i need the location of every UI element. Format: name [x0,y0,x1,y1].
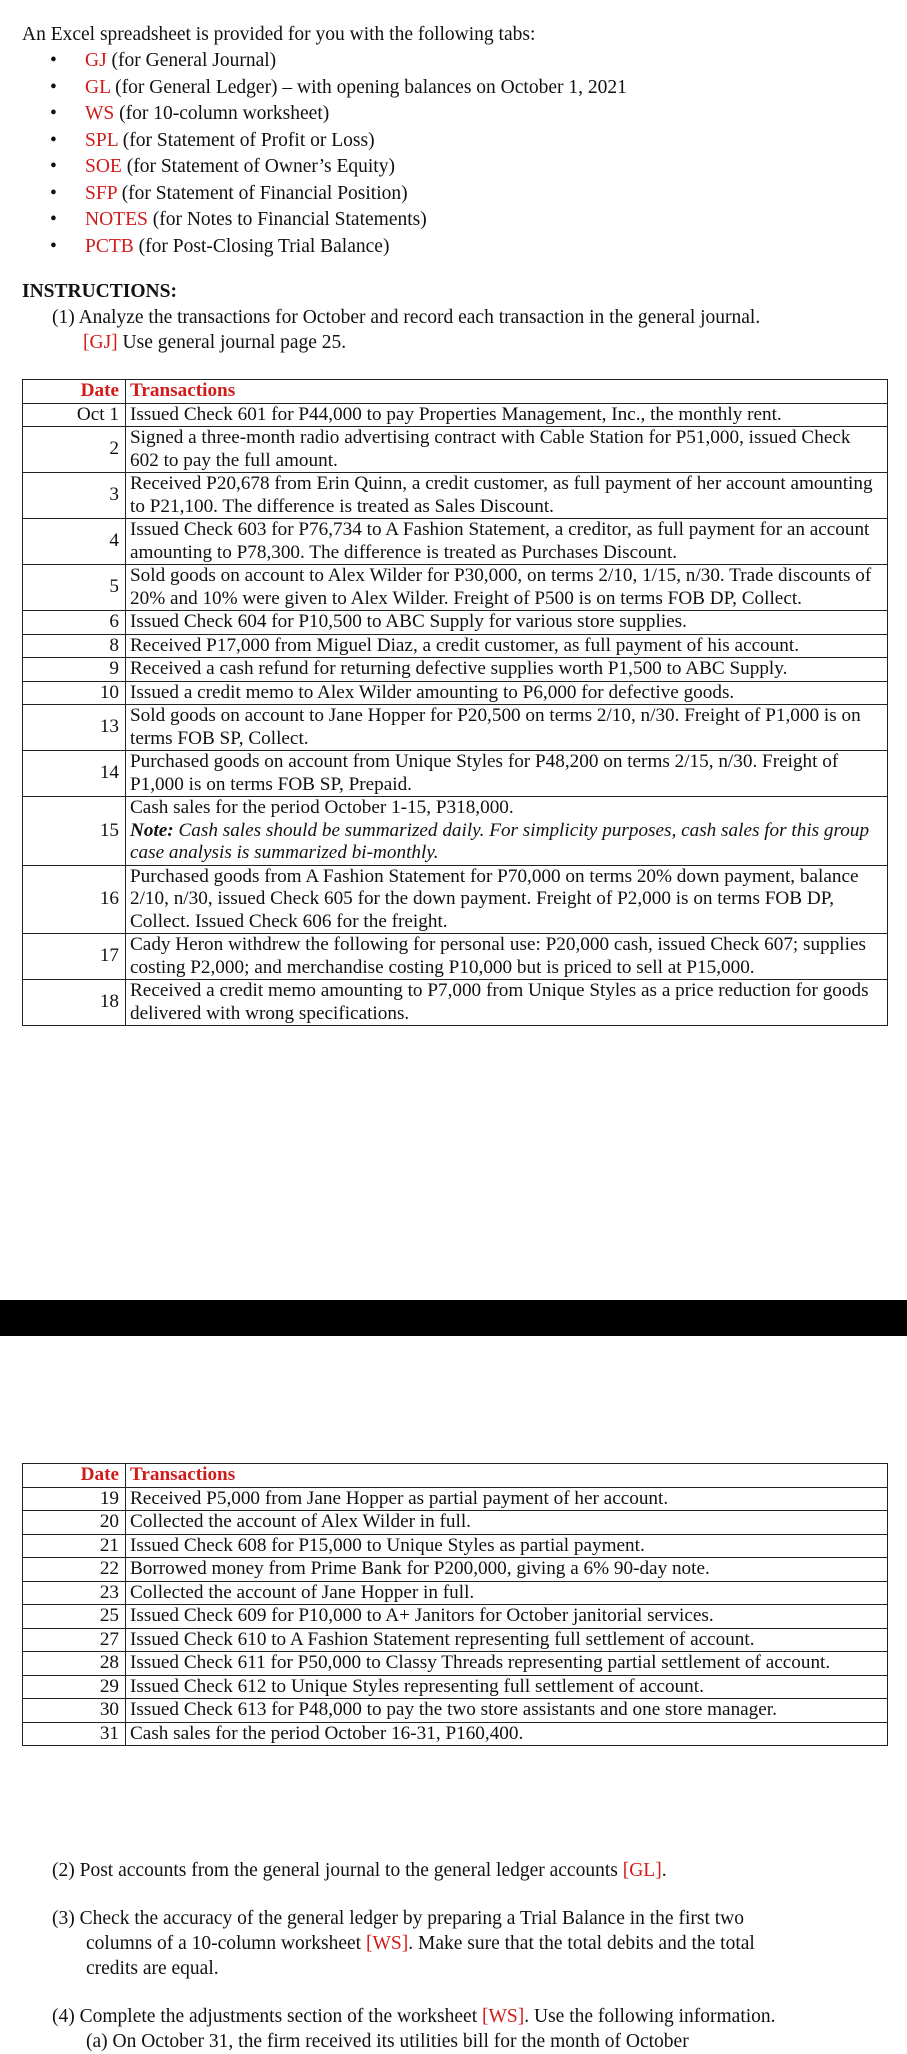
table-row: 16 Purchased goods from A Fashion Statement for P70,000 on terms 20% down payment, balance 2/10, n/30, issued Check 605 for the down payment. Freight of P2,000 is on terms FOB DP, Collect. Issued Check 606 for the freight. [23,865,888,934]
page-separator [0,1300,907,1336]
table-row: 5 Sold goods on account to Alex Wilder for P30,000, on terms 2/10, 1/15, n/30. Trade discounts of 20% and 10% were given to Alex Wilder. Freight of P500 is on terms FOB DP, Collect. [23,565,888,611]
table-row: 25 Issued Check 609 for P10,000 to A+ Janitors for October janitorial services. [23,1605,888,1629]
table-row: 13 Sold goods on account to Jane Hopper for P20,500 on terms 2/10, n/30. Freight of P1,000 is on terms FOB SP, Collect. [23,705,888,751]
bullet-icon: • [50,50,57,71]
table-row: 4 Issued Check 603 for P76,734 to A Fashion Statement, a creditor, as full payment for an account amounting to P78,300. The difference is treated as Purchases Discount. [23,519,888,565]
table-row: 28 Issued Check 611 for P50,000 to Classy Threads representing partial settlement of account. [23,1652,888,1676]
bullet-icon: • [50,182,57,204]
bullet-icon: • [50,235,57,257]
transactions-table-2 [22,1463,888,1746]
instruction-step-1: (1) Analyze the transactions for October and record each transaction in the general journal. [GJ] Use general journal page 25. [52,307,761,353]
table-row: 15 Cash sales for the period October 1-15, P318,000. Note: Cash sales should be summarized daily. For simplicity purposes, cash sales for this group case analysis is summarized bi-monthly. [23,797,888,866]
instruction-step-4: (4) Complete the adjustments section of the worksheet [WS]. Use the following information. (a) On October 31, the firm received its utilities bill for the month of October [52,2006,776,2052]
date-header: Date [23,380,126,404]
table-row: 22 Borrowed money from Prime Bank for P200,000, giving a 6% 90-day note. [23,1558,888,1582]
date-header: Date [23,1464,126,1488]
instruction-step-3: (3) Check the accuracy of the general ledger by preparing a Trial Balance in the first two columns of a 10-column worksheet [WS]. Make sure that the total debits and the total credits are equal. [52,1908,755,1979]
bullet-icon: • [50,76,57,98]
transactions-header: Transactions [126,1464,888,1488]
list-item: • SPL (for Statement of Profit or Loss) [50,128,627,155]
table-row: 20 Collected the account of Alex Wilder in full. [23,1511,888,1535]
table-row: 27 Issued Check 610 to A Fashion Statement representing full settlement of account. [23,1628,888,1652]
table-header-row [23,1464,888,1488]
table-row: Oct 1 Issued Check 601 for P44,000 to pay Properties Management, Inc., the monthly rent. [23,403,888,427]
bullet-icon: • [50,129,57,151]
table-row: 2 Signed a three-month radio advertising contract with Cable Station for P51,000, issued Check 602 to pay the full amount. [23,427,888,473]
tabs-list [50,48,627,260]
list-item: • WS (for 10-column worksheet) [50,101,627,128]
list-item: • PCTB (for Post-Closing Trial Balance) [50,234,627,261]
list-item: • NOTES (for Notes to Financial Statements) [50,207,627,234]
list-item: • SOE (for Statement of Owner’s Equity) [50,154,627,181]
table-row: 18 Received a credit memo amounting to P7,000 from Unique Styles as a price reduction for goods delivered with wrong specifications. [23,980,888,1026]
table-row: 14 Purchased goods on account from Unique Styles for P48,200 on terms 2/15, n/30. Freight of P1,000 is on terms FOB SP, Prepaid. [23,751,888,797]
instruction-step-2: (2) Post accounts from the general journal to the general ledger accounts [GL]. [52,1860,667,1881]
table-row: 9 Received a cash refund for returning defective supplies worth P1,500 to ABC Supply. [23,658,888,682]
intro-text: An Excel spreadsheet is provided for you with the following tabs: [22,24,536,45]
table-row: 6 Issued Check 604 for P10,500 to ABC Supply for various store supplies. [23,611,888,635]
transactions-table-1 [22,379,888,1026]
bullet-icon: • [50,156,57,177]
list-item: • GL (for General Ledger) – with opening balances on October 1, 2021 [50,75,627,102]
table-row: 30 Issued Check 613 for P48,000 to pay the two store assistants and one store manager. [23,1699,888,1723]
table-row: 29 Issued Check 612 to Unique Styles representing full settlement of account. [23,1675,888,1699]
transactions-header: Transactions [126,380,888,404]
table-row: 19 Received P5,000 from Jane Hopper as partial payment of her account. [23,1487,888,1511]
table-row: 21 Issued Check 608 for P15,000 to Unique Styles as partial payment. [23,1534,888,1558]
table-header-row [23,380,888,404]
table-row: 23 Collected the account of Jane Hopper in full. [23,1581,888,1605]
table-row: 3 Received P20,678 from Erin Quinn, a credit customer, as full payment of her account amounting to P21,100. The difference is treated as Sales Discount. [23,473,888,519]
table-row: 10 Issued a credit memo to Alex Wilder amounting to P6,000 for defective goods. [23,681,888,705]
table-row: 31 Cash sales for the period October 16-31, P160,400. [23,1722,888,1746]
bullet-icon: • [50,103,57,124]
table-row: 17 Cady Heron withdrew the following for personal use: P20,000 cash, issued Check 607; supplies costing P2,000; and merchandise costing P10,000 but is priced to sell at P15,000. [23,934,888,980]
list-item: • SFP (for Statement of Financial Position) [50,181,627,208]
cash-sales-note: Note: Cash sales should be summarized daily. For simplicity purposes, cash sales for this group case analysis is summarized bi-monthly. [130,819,870,863]
list-item: • GJ (for General Journal) [50,48,627,75]
table-row: 8 Received P17,000 from Miguel Diaz, a credit customer, as full payment of his account. [23,634,888,658]
instructions-heading: INSTRUCTIONS: [22,281,177,302]
bullet-icon: • [50,209,57,230]
